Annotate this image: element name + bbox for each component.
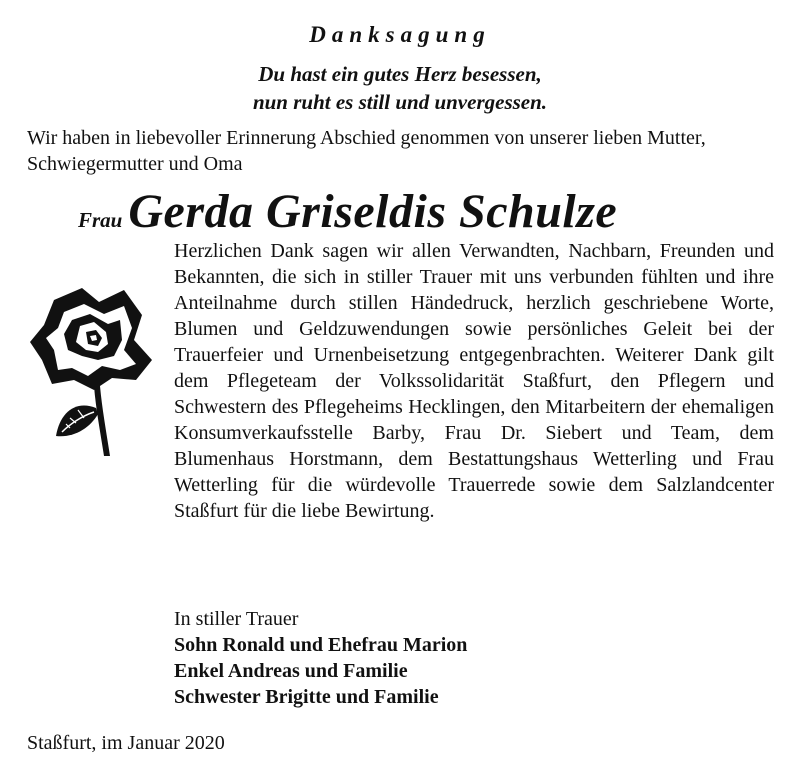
- rose-icon: [24, 280, 164, 460]
- deceased-name: Gerda Griseldis Schulze: [128, 185, 618, 238]
- mourner-line: Sohn Ronald und Ehefrau Marion: [174, 634, 468, 656]
- motto-line-1: Du hast ein gutes Herz besessen,: [258, 62, 542, 86]
- acknowledgement-paragraph: Herzlichen Dank sagen wir allen Verwandten, Nachbarn, Freunden und Bekannten, die sich in stiller Trauer mit uns verbunden fühlten und ihre Anteilnahme durch stillen Händedruck, herzlich geschriebene Worte, Blumen und Geldzuwendungen sowie persönliches Geleit bei der Trauerfeier und Urnenbeisetzung entgegenbrachten. Weiterer Dank gilt dem Pflegeteam der Volkssolidarität Staßfurt, den Pflegern und Schwestern des Pflegeheims Hecklingen, den Mitarbeitern der ehemaligen Konsumverkaufsstelle Barby, Frau Dr. Siebert und Team, dem Blumenhaus Horstmann, dem Bestattungshaus Wetterling und Frau Wetterling für die würdevolle Trauerrede sowie dem Salzlandcenter Staßfurt für die liebe Bewirtung.: [174, 240, 774, 522]
- intro-text: Wir haben in liebevoller Erinnerung Abschied genommen von unserer lieben Mutter, Schwiegermutter und Oma: [27, 127, 706, 175]
- heading: Danksagung: [309, 22, 491, 47]
- mourner-line: Schwester Brigitte und Familie: [174, 686, 439, 708]
- signoff-lead: In stiller Trauer: [174, 608, 299, 630]
- motto: [0, 60, 800, 116]
- name-prefix: Frau: [78, 208, 123, 232]
- signoff: [174, 606, 734, 710]
- acknowledgement-text: [174, 238, 774, 524]
- deceased-name-line: [78, 184, 617, 239]
- motto-line-2: nun ruht es still und unvergessen.: [252, 90, 548, 114]
- mourner-line: Enkel Andreas und Familie: [174, 660, 408, 682]
- place-date: Staßfurt, im Januar 2020: [27, 732, 225, 754]
